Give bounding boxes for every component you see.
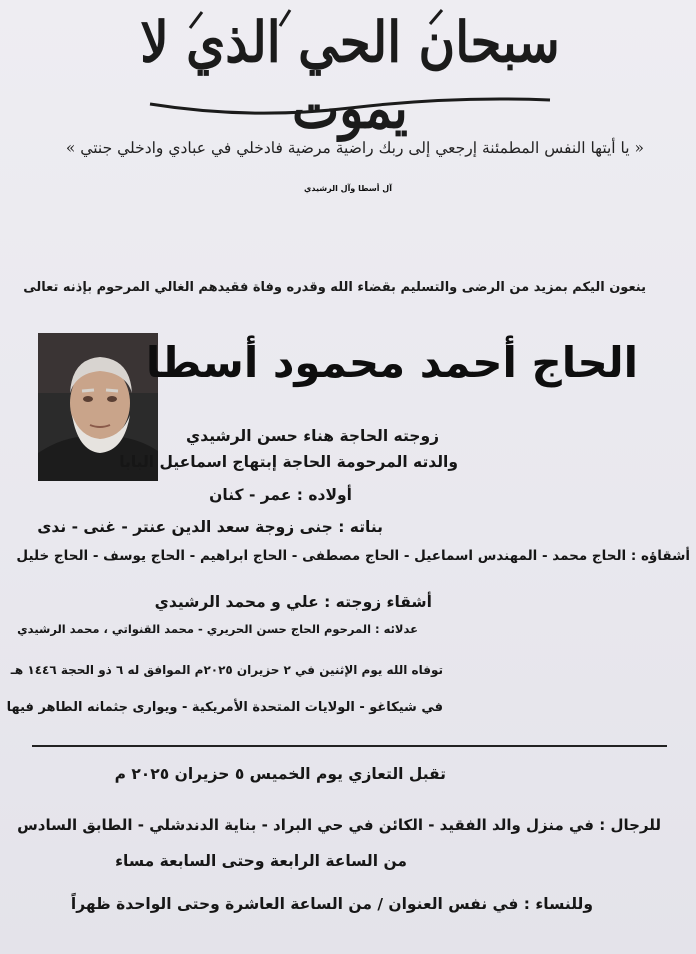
death-date-line: توفاه الله يوم الإثنين في ٢ حزيران ٢٠٢٥م الموافق له ٦ ذو الحجة ١٤٤٦ هـ [10, 663, 443, 677]
relative-wife: زوجته الحاجة هناء حسن الرشيدي [186, 427, 439, 445]
deceased-name: الحاج أحمد محمود أسطا [145, 338, 638, 387]
relative-brothers: أشقاؤه : الحاج محمد - المهندس اسماعيل - الحاج مصطفى - الحاج ابراهيم - الحاج يوسف - الحاج خليل [16, 548, 690, 564]
quran-verse: « يا أيتها النفس المطمئنة إرجعي إلى ربك راضية مرضية فادخلي في عبادي وادخلي جنتي » [65, 139, 644, 157]
relative-wife-brothers: أشقاء زوجته : علي و محمد الرشيدي [154, 593, 432, 611]
condolence-women: وللنساء : في نفس العنوان / من الساعة العاشرة وحتى الواحدة ظهراً [70, 895, 593, 913]
announcement-line: ينعون اليكم بمزيد من الرضى والتسليم بقضاء الله وقدره وفاة فقيدهم الغالي المرحوم بإذنه تعالى [23, 280, 646, 295]
calligraphy-heading [130, 8, 570, 142]
condolence-men-location: للرجال : في منزل والد الفقيد - الكائن في حي البراد - بناية الدندشلي - الطابق السادس [17, 816, 661, 834]
calligraphy-flourish-icon [130, 8, 570, 120]
relative-mother: والدته المرحومة الحاجة إبتهاج اسماعيل البابا [119, 453, 458, 471]
section-divider [32, 745, 667, 747]
family-name: آل أسطا وآل الرشيدي [304, 184, 392, 193]
death-place-line: في شيكاغو - الولايات المتحدة الأمريكية - ويوارى جثمانه الطاهر فيها [6, 700, 443, 715]
relative-in-laws: عدلائه : المرحوم الحاج حسن الحريري - محمد القنواتي ، محمد الرشيدي [17, 622, 418, 636]
relative-sons: أولاده : عمر - كنان [209, 486, 352, 504]
condolence-men-hours: من الساعة الرابعة وحتى السابعة مساء [115, 852, 407, 870]
calligraphy-text: سبحان الحي الذي لا يموت [140, 8, 560, 142]
relative-daughters: بناته : جنى زوجة سعد الدين عنتر - غنى - ندى [37, 518, 383, 536]
condolence-date: تقبل التعازي يوم الخميس ٥ حزيران ٢٠٢٥ م [114, 765, 446, 783]
